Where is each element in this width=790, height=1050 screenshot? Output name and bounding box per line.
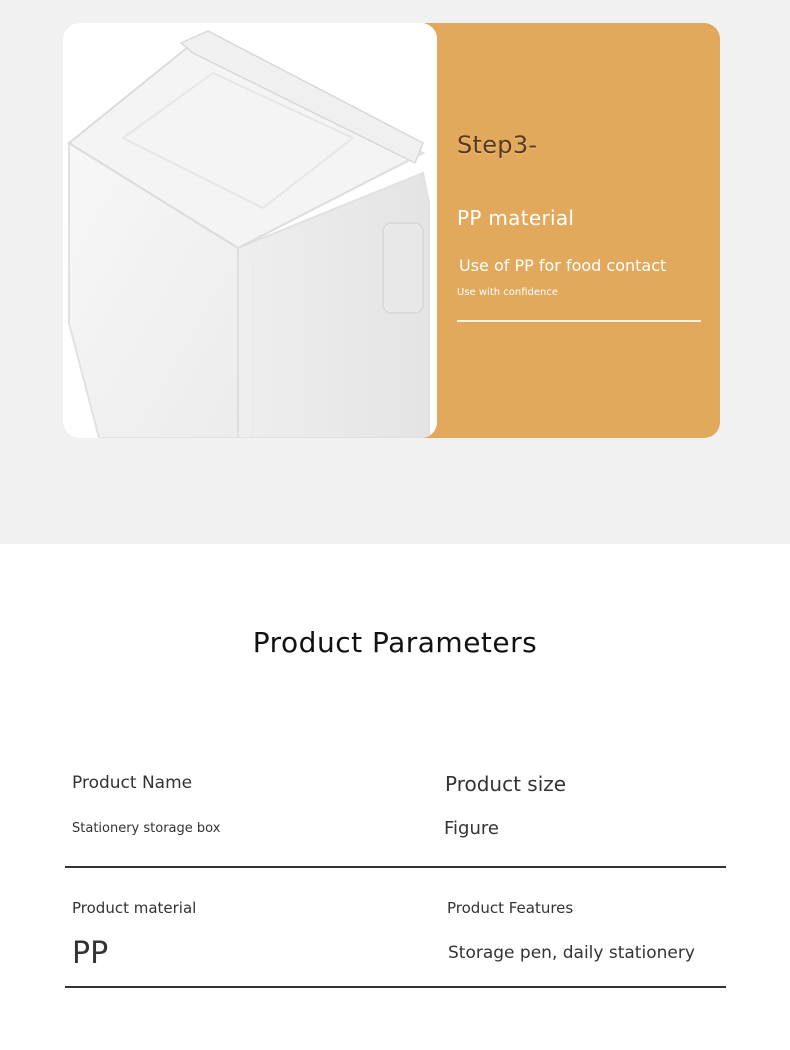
material-feature-card [63, 23, 720, 438]
param-value-product-size: Figure [444, 818, 499, 839]
param-value-product-material: PP [72, 936, 109, 971]
material-description: Use of PP for food contact [459, 256, 667, 275]
param-value-product-features: Storage pen, daily stationery [448, 943, 695, 963]
material-title: PP material [457, 206, 575, 230]
storage-box-image [63, 23, 437, 438]
step-title: Step3- [457, 131, 538, 159]
material-subtext: Use with confidence [457, 287, 558, 298]
param-label-product-material: Product material [72, 899, 197, 917]
parameters-row-divider [65, 866, 726, 868]
card-divider [457, 320, 701, 322]
param-label-product-size: Product size [445, 772, 567, 796]
param-value-product-name: Stationery storage box [72, 821, 221, 836]
param-label-product-features: Product Features [447, 899, 574, 917]
parameters-bottom-divider [65, 986, 726, 988]
product-photo [63, 23, 437, 438]
parameters-title: Product Parameters [252, 626, 538, 659]
param-label-product-name: Product Name [72, 773, 193, 793]
